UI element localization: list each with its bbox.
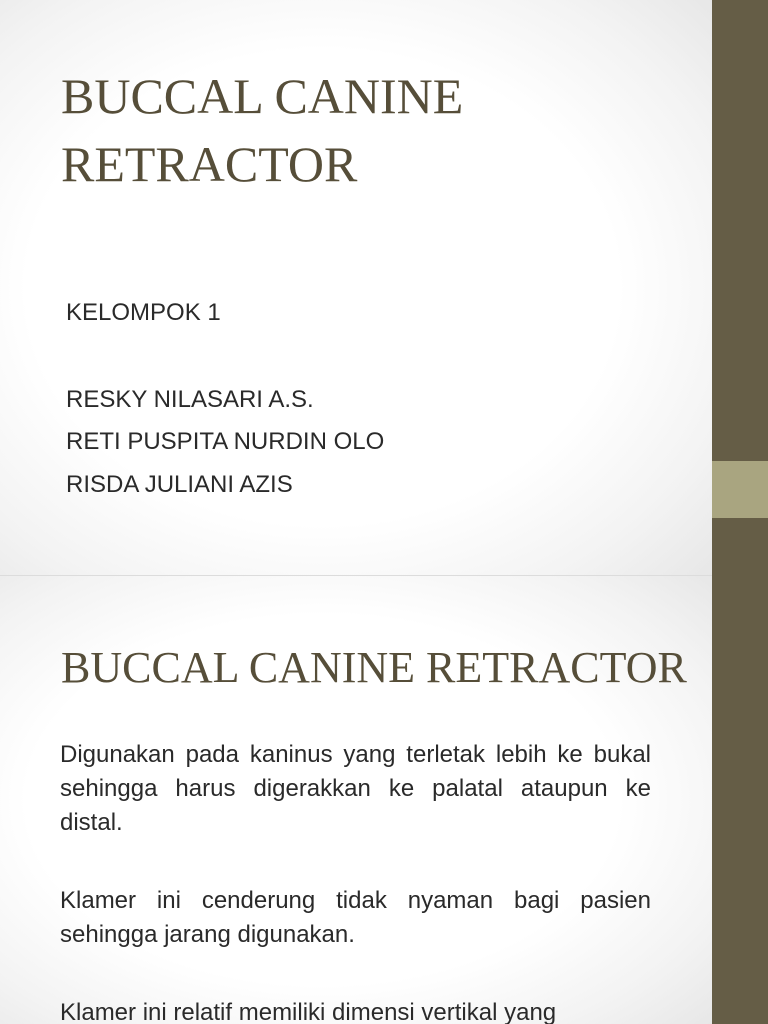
sidebar-accent (712, 461, 768, 518)
spacer (66, 335, 384, 379)
body-paragraph: Klamer ini relatif memiliki dimensi vertikal yang (60, 999, 557, 1024)
slide-body (60, 738, 651, 1024)
member-name: RESKY NILASARI A.S. (66, 385, 314, 413)
group-label: KELOMPOK 1 (66, 299, 221, 326)
member-name: RETI PUSPITA NURDIN OLO (66, 428, 385, 455)
member-name: RISDA JULIANI AZIS (66, 470, 293, 498)
slide-title: BUCCAL CANINE RETRACTOR (61, 643, 687, 692)
slide-subtitle (66, 292, 384, 506)
body-paragraph: Klamer ini cenderung tidak nyaman bagi pasien sehingga jarang digunakan. (60, 887, 651, 948)
slide-title: BUCCAL CANINE RETRACTOR (61, 68, 464, 192)
body-paragraph: Digunakan pada kaninus yang terletak lebih ke bukal sehingga harus digerakkan ke palatal ataupun ke distal. (60, 741, 651, 836)
slide-2 (0, 576, 768, 1024)
